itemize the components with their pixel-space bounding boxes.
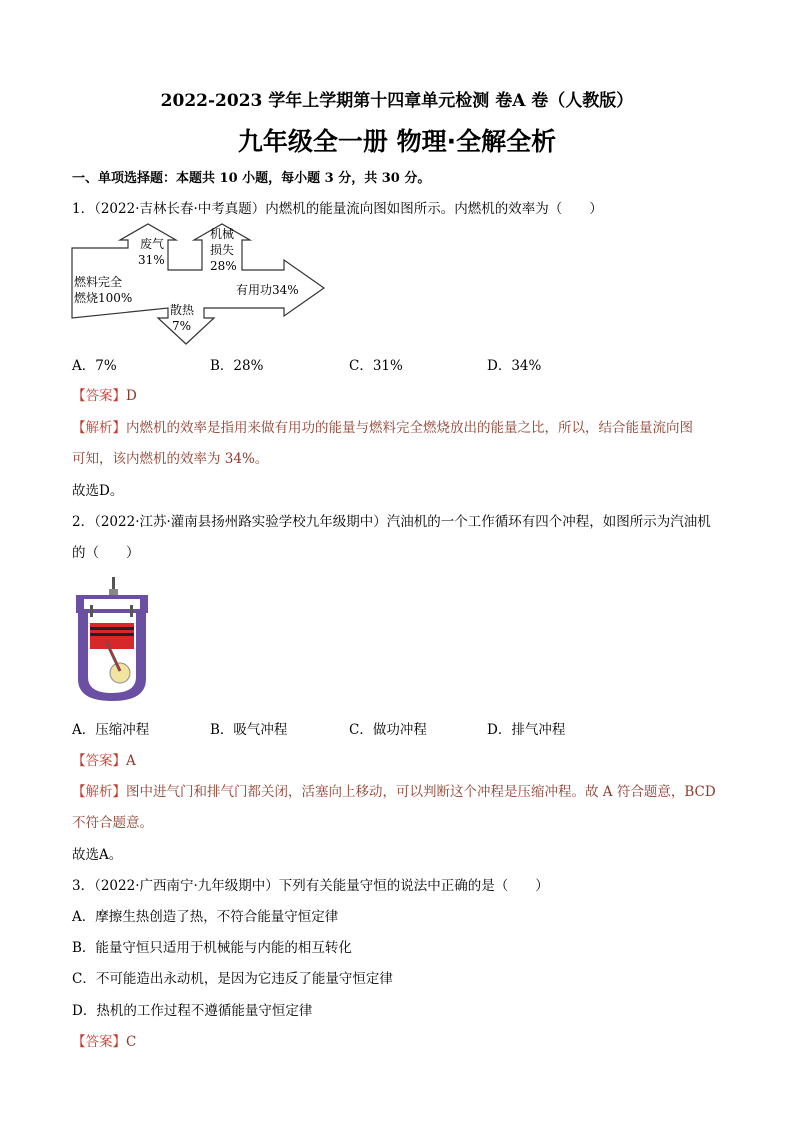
q2-stem-line2: 的（ ）	[72, 545, 140, 561]
q1-option-d: D．34%	[487, 358, 542, 374]
q2-analysis-line1	[72, 780, 716, 800]
q3-option-b: B．能量守恒只适用于机械能与内能的相互转化	[72, 940, 352, 956]
answer-tag: 【答案】	[72, 753, 126, 769]
q1-option-a: A．7%	[72, 358, 117, 374]
q3-option-c: C．不可能造出永动机，是因为它违反了能量守恒定律	[72, 971, 393, 987]
input-label-2: 燃烧100%	[74, 291, 133, 305]
document-subtitle: 九年级全一册 物理·全解全析	[237, 127, 557, 156]
q2-option-d: D．排气冲程	[487, 722, 566, 738]
q2-answer	[72, 749, 136, 769]
q2-conclusion: 故选A。	[72, 847, 123, 863]
exhaust-label: 废气	[140, 237, 165, 251]
analysis-text: 内燃机的效率是指用来做有用功的能量与燃料完全燃烧放出的能量之比，所以，结合能量流向图	[126, 420, 693, 436]
q3-option-a: A．摩擦生热创造了热，不符合能量守恒定律	[72, 909, 339, 925]
engine-cylinder-diagram	[70, 575, 152, 703]
intake-valve	[90, 605, 93, 617]
answer-value: A	[126, 753, 136, 769]
energy-flow-diagram	[70, 222, 332, 346]
useful-work-label: 有用功34%	[236, 283, 299, 297]
heat-label: 散热	[170, 303, 195, 317]
q1-answer	[72, 384, 137, 404]
q3-option-d: D．热机的工作过程不遵循能量守恒定律	[72, 1003, 313, 1019]
answer-value: D	[126, 388, 137, 404]
q1-conclusion: 故选D。	[72, 483, 124, 499]
q2-option-c: C．做功冲程	[349, 722, 427, 738]
crankshaft	[110, 663, 130, 683]
q1-analysis-line2: 可知，该内燃机的效率为 34%。	[72, 451, 269, 467]
input-label-1: 燃料完全	[74, 275, 123, 289]
analysis-tag: 【解析】	[72, 420, 126, 436]
q1-analysis-line1	[72, 416, 693, 436]
document-title: 2022-2023 学年上学期第十四章单元检测 卷A 卷（人教版）	[160, 91, 634, 111]
heat-value: 7%	[172, 319, 192, 333]
cylinder-wall-left	[78, 613, 88, 657]
answer-tag: 【答案】	[72, 1034, 126, 1050]
section-heading: 一、单项选择题：本题共 10 小题，每小题 3 分，共 30 分。	[72, 171, 431, 186]
q1-option-b: B．28%	[210, 358, 264, 374]
mech-loss-label-1: 机械	[210, 227, 235, 241]
analysis-text: 图中进气门和排气门都关闭，活塞向上移动，可以判断这个冲程是压缩冲程。故 A 符合题意，BCD	[126, 784, 716, 800]
q3-stem: 3．（2022·广西南宁·九年级期中）下列有关能量守恒的说法中正确的是（ ）	[72, 878, 549, 894]
q2-analysis-line2: 不符合题意。	[72, 815, 153, 831]
mech-loss-label-2: 损失	[210, 243, 235, 257]
analysis-tag: 【解析】	[72, 784, 126, 800]
q3-answer	[72, 1030, 136, 1050]
q2-option-b: B．吸气冲程	[210, 722, 288, 738]
q2-stem-line1: 2．（2022·江苏·灌南县扬州路实验学校九年级期中）汽油机的一个工作循环有四个冲程，如图所示为汽油机	[72, 514, 711, 530]
q1-stem: 1．（2022·吉林长春·中考真题）内燃机的能量流向图如图所示。内燃机的效率为（ ）	[72, 201, 603, 217]
answer-tag: 【答案】	[72, 388, 126, 404]
cylinder-wall-right	[136, 613, 146, 657]
exhaust-value: 31%	[138, 253, 165, 267]
q1-option-c: C．31%	[349, 358, 403, 374]
exhaust-valve	[130, 605, 133, 617]
answer-value: C	[126, 1034, 137, 1050]
q2-option-a: A．压缩冲程	[72, 722, 150, 738]
mech-loss-value: 28%	[210, 259, 237, 273]
